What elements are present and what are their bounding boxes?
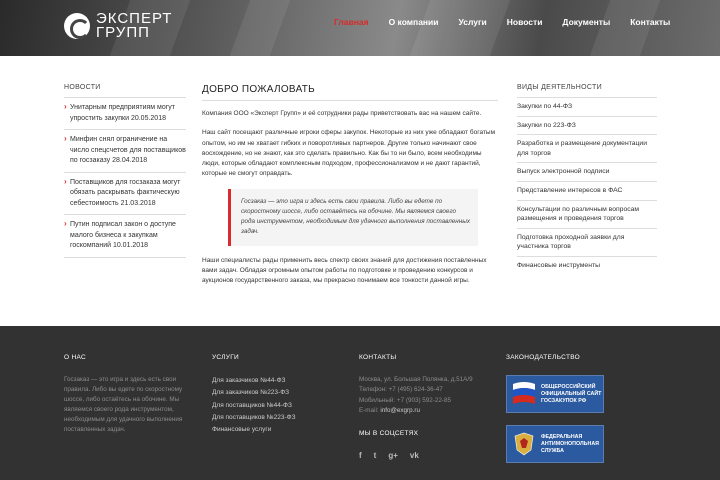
footer-service-link[interactable]: Для заказчиков №44-ФЗ xyxy=(212,377,286,384)
news-item[interactable]: › Путин подписал закон о доступе малого бизнеса к закупкам госкомпаний 10.01.2018 xyxy=(64,215,186,258)
contact-phone: Телефон: +7 (495) 624-36-47 xyxy=(359,386,443,394)
footer-legislation xyxy=(506,354,646,475)
nav-documents[interactable]: Документы xyxy=(562,17,611,27)
welcome-section xyxy=(202,84,498,295)
activities-sidebar xyxy=(517,84,657,275)
news-sidebar xyxy=(64,84,186,258)
site-logo[interactable] xyxy=(64,12,172,40)
site-header xyxy=(0,0,720,56)
footer-services xyxy=(212,354,332,436)
google-plus-icon[interactable]: g+ xyxy=(388,451,398,461)
activity-link[interactable]: Подготовка проходной заявки для участника торгов xyxy=(517,229,657,257)
logo-line2: ГРУПП xyxy=(96,24,150,41)
welcome-paragraph: Наш сайт посещают различные игроки сферы закупок. Некоторые из них уже обладают богатым опытом, но им не хватает гибких и поворотливых партнеров. Другие только начинают свое восхождение, но не знают, как это сделать правильно. Как бы то ни было, всем необходимы люди, которые обладают комплексным подходом, профессионализмом и не дают гарантий, которые не смогут оправдать. xyxy=(202,129,496,178)
fas-badge-text: ФЕДЕРАЛЬНАЯ АНТИМОНОПОЛЬНАЯ СЛУЖБА xyxy=(541,433,599,454)
contact-email-label: E-mail: xyxy=(359,406,379,414)
facebook-icon[interactable]: f xyxy=(359,451,362,461)
coat-of-arms-icon xyxy=(511,430,537,458)
footer-contacts xyxy=(359,354,489,460)
logo-line1: ЭКСПЕРТ xyxy=(96,10,173,27)
contact-address: Москва, ул. Большая Полянка, д.51А/9 xyxy=(359,376,473,383)
site-footer xyxy=(0,326,720,480)
nav-about[interactable]: О компании xyxy=(388,17,439,27)
activity-link[interactable]: Закупки по 44-ФЗ xyxy=(517,98,657,117)
logo-icon xyxy=(64,13,90,39)
nav-news[interactable]: Новости xyxy=(506,17,543,27)
footer-service-link[interactable]: Для поставщиков №44-ФЗ xyxy=(212,401,292,409)
fas-badge[interactable] xyxy=(506,425,604,463)
main-content xyxy=(0,56,720,326)
contact-mobile: Мобильный: +7 (903) 592-22-85 xyxy=(359,396,452,404)
footer-about-text: Госзаказ — это игра и здесь есть свои правила. Либо вы едете по скоростному шоссе, либо остаётесь на обочине. Мы являемся своего рода инструментом, необходимым для удачного выполнения поставленных задач. xyxy=(64,376,183,433)
footer-service-link[interactable]: Для поставщиков №223-ФЗ xyxy=(212,413,296,421)
footer-service-link[interactable]: Для заказчиков №223-ФЗ xyxy=(212,389,290,397)
footer-contacts-title: КОНТАКТЫ xyxy=(359,354,397,361)
news-item[interactable]: › Унитарным предприятиям могут упростить закупки 20.05.2018 xyxy=(64,98,186,130)
activity-link[interactable]: Представление интересов в ФАС xyxy=(517,182,657,201)
contact-email[interactable]: info@exgrp.ru xyxy=(380,406,420,414)
footer-service-link[interactable]: Финансовые услуги xyxy=(212,426,272,434)
activity-link[interactable]: Закупки по 223-ФЗ xyxy=(517,117,657,136)
nav-contacts[interactable]: Контакты xyxy=(630,17,671,27)
activity-link[interactable]: Разработка и размещение документации для торгов xyxy=(517,135,657,163)
zakupki-badge[interactable] xyxy=(506,375,604,413)
vk-icon[interactable]: vk xyxy=(409,451,419,461)
twitter-icon[interactable]: t xyxy=(373,451,377,461)
news-item[interactable]: › Поставщиков для госзаказа могут обязать раскрывать фактическую себестоимость 21.03.2018 xyxy=(64,173,186,216)
blockquote: Госзаказ — это игра и здесь есть свои правила. Либо вы едете по скоростному шоссе, либо оставётесь на обочине. Мы являемся своего рода инструментом, необходимым для удачного выполнения поставленных задач. xyxy=(228,189,478,246)
zakupki-badge-text: ОБЩЕРОССИЙСКИЙ ОФИЦИАЛЬНЫЙ САЙТ ГОСЗАКУПОК РФ xyxy=(541,383,602,404)
nav-services[interactable]: Услуги xyxy=(458,17,487,27)
footer-about xyxy=(64,354,192,435)
contact-email-row xyxy=(359,406,489,416)
news-title: НОВОСТИ xyxy=(64,84,186,98)
welcome-title: ДОБРО ПОЖАЛОВАТЬ xyxy=(202,84,498,101)
welcome-intro: Компания ООО «Эксперт Групп» и её сотрудники рады приветствовать вас на нашем сайте. xyxy=(202,110,482,117)
footer-services-title: УСЛУГИ xyxy=(212,354,239,361)
main-nav xyxy=(324,0,680,44)
social-title: МЫ В СОЦСЕТЯХ xyxy=(359,430,419,438)
nav-home[interactable]: Главная xyxy=(334,17,369,27)
welcome-paragraph-2: Наши специалисты рады применить весь спектр своих знаний для достижения поставленных вами задач. Обладая огромным опытом работы по подготовке и проведению конкурсов и аукционов государственного заказа, мы прекрасно понимаем все тонкости данной игры. xyxy=(202,256,487,285)
footer-law-title: ЗАКОНОДАТЕЛЬСТВО xyxy=(506,354,580,361)
news-item[interactable]: › Минфин снял ограничение на число спецсчетов для поставщиков по госзаказу 28.04.2018 xyxy=(64,130,186,173)
social-links xyxy=(359,451,489,460)
activities-title: ВИДЫ ДЕЯТЕЛЬНОСТИ xyxy=(517,84,657,98)
activity-link[interactable]: Консультации по различным вопросам размещения и проведения торгов xyxy=(517,201,657,229)
footer-about-title: О НАС xyxy=(64,354,86,361)
activity-link[interactable]: Выпуск электронной подписи xyxy=(517,163,657,182)
russian-flag-icon xyxy=(511,380,537,408)
activity-link[interactable]: Финансовые инструменты xyxy=(517,261,600,269)
